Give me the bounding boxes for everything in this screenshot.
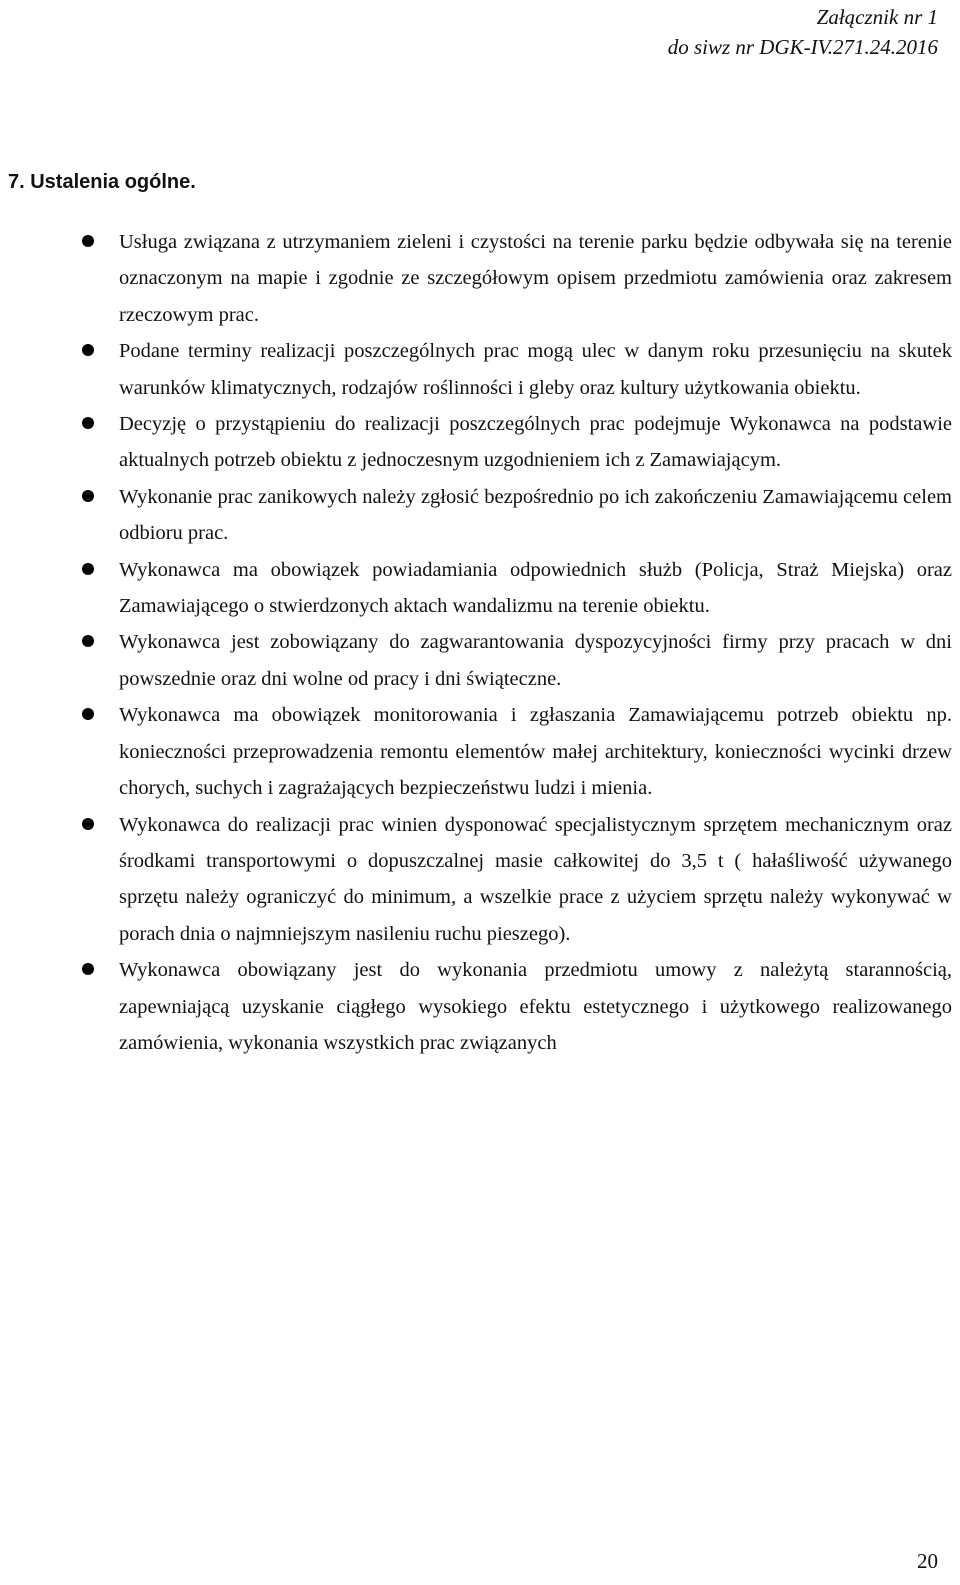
list-item (0, 952, 960, 1061)
list-item-text: Wykonanie prac zanikowych należy zgłosić bezpośrednio po ich zakończeniu Zamawiającemu celem odbioru prac. (119, 485, 952, 545)
bullet-icon (82, 417, 94, 429)
list-item-text: Usługa związana z utrzymaniem zieleni i czystości na terenie parku będzie odbywała się na terenie oznaczonym na mapie i zgodnie ze szczegółowym opisem przedmiotu zamówienia oraz zakresem rzeczowym prac. (119, 231, 952, 326)
list-item-text: Wykonawca jest zobowiązany do zagwarantowania dyspozycyjności firmy przy pracach w dni powszednie oraz dni wolne od pracy i dni świąteczne. (119, 631, 952, 690)
bullet-icon (82, 344, 94, 356)
bullet-icon (82, 963, 94, 975)
list-item (0, 479, 960, 552)
bullet-icon (82, 818, 94, 830)
list-item (0, 552, 960, 625)
bullet-icon (82, 708, 94, 720)
list-item (0, 624, 960, 697)
bullet-icon (82, 563, 94, 575)
list-item (0, 406, 960, 479)
bullet-icon (82, 490, 94, 502)
annex-label: Załącznik nr 1 (816, 5, 938, 29)
list-item-text: Wykonawca ma obowiązek monitorowania i zgłaszania Zamawiającemu potrzeb obiektu np. konieczności przeprowadzenia remontu elementów małej architektury, konieczności wycinki drzew chorych, suchych i zagrażających bezpieczeństwu ludzi i mienia. (119, 704, 952, 800)
bullet-icon (82, 635, 94, 647)
list-item (0, 333, 960, 406)
list-item (0, 807, 960, 953)
siwz-reference: do siwz nr DGK-IV.271.24.2016 (667, 35, 938, 59)
list-item (0, 697, 960, 806)
list-item (0, 224, 960, 333)
list-item-text: Wykonawca obowiązany jest do wykonania przedmiotu umowy z należytą starannością, zapewniającą uzyskanie ciągłego wysokiego efektu estetycznego i użytkowego realizowanego zamówienia, wykonania wszystkich prac związanych (119, 959, 952, 1054)
bullet-icon (82, 235, 94, 247)
list-item-text: Decyzję o przystąpieniu do realizacji poszczególnych prac podejmuje Wykonawca na podstawie aktualnych potrzeb obiektu z jednoczesnym uzgodnieniem ich z Zamawiającym. (119, 413, 952, 472)
list-item-text: Podane terminy realizacji poszczególnych prac mogą ulec w danym roku przesunięciu na skutek warunków klimatycznych, rodzajów roślinności i gleby oraz kultury użytkowania obiektu. (119, 340, 952, 399)
list-item-text: Wykonawca ma obowiązek powiadamiania odpowiednich służb (Policja, Straż Miejska) oraz Zamawiającego o stwierdzonych aktach wandalizmu na terenie obiektu. (119, 558, 952, 618)
general-provisions-list (0, 224, 960, 1061)
document-header (668, 2, 938, 62)
list-item-text: Wykonawca do realizacji prac winien dysponować specjalistycznym sprzętem mechanicznym oraz środkami transportowymi o dopuszczalnej masie całkowitej do 3,5 t ( hałaśliwość używanego sprzętu należy ograniczyć do minimum, a wszelkie prace z użyciem sprzętu należy wykonywać w porach dnia o najmniejszym nasileniu ruchu pieszego). (119, 813, 952, 945)
page-number: 20 (917, 1549, 938, 1573)
section-title: 7. Ustalenia ogólne. (8, 171, 196, 193)
